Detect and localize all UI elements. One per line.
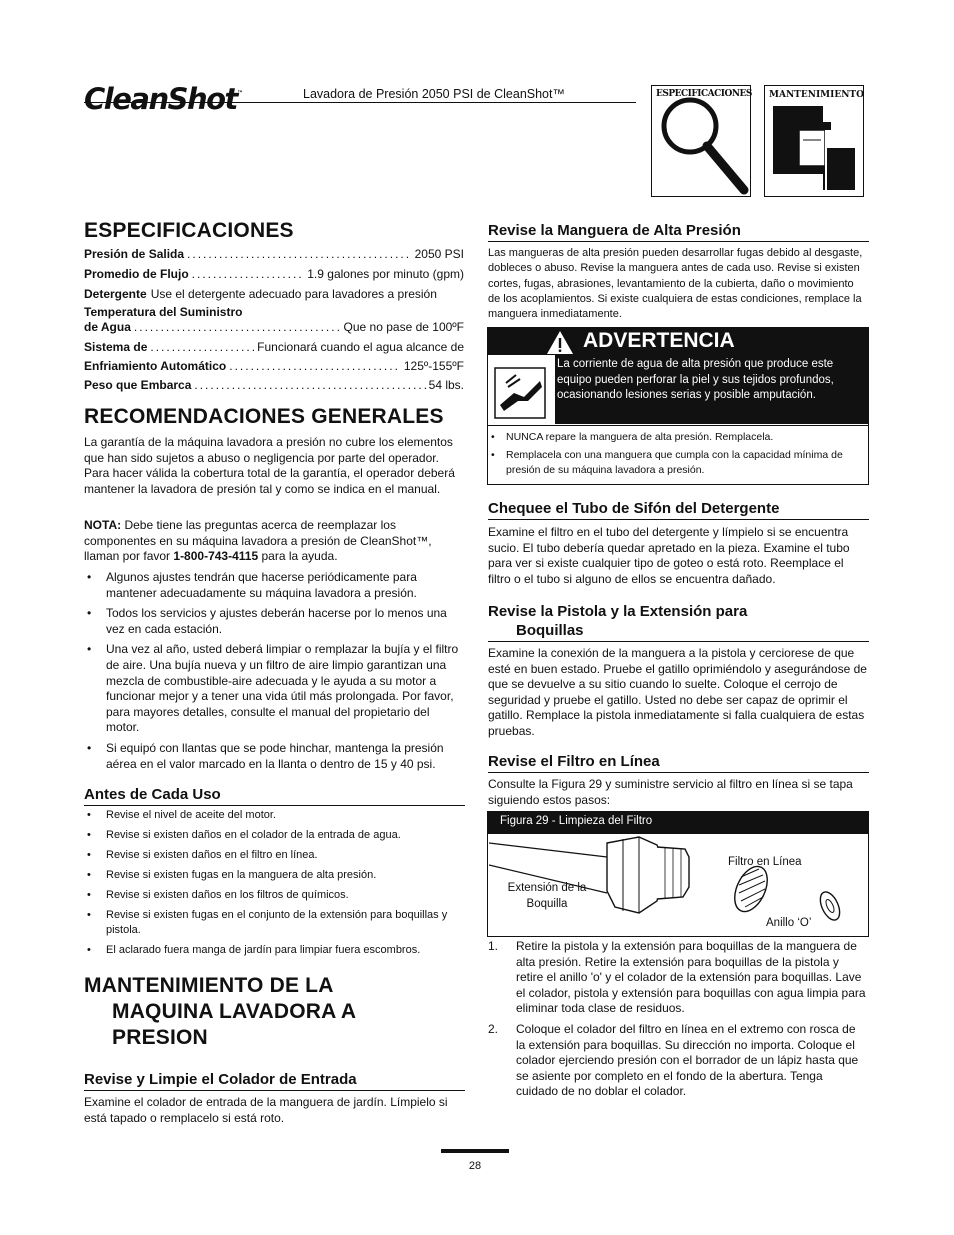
injection-hazard-icon: [494, 367, 546, 419]
label-extension: Extensión de la Boquilla: [507, 882, 587, 910]
heading-rule: [84, 1090, 465, 1091]
warning-list: [488, 430, 866, 478]
figure-title-bar: [488, 812, 868, 834]
list-item: • El aclarado fuera manga de jardín para limpiar fuera escombros.: [84, 943, 466, 958]
spec-row: Detergente Use el detergente adecuado para lavadores a presión: [84, 287, 437, 301]
magnifier-icon: [652, 86, 750, 196]
specifications-icon: [651, 85, 751, 197]
footer-bar: [441, 1149, 509, 1153]
spec-row: Presión de Salida ..... 2050 PSI: [84, 247, 464, 261]
spec-row: Enfriamiento Automático ..... 125º-155ºF: [84, 359, 464, 373]
spec-label: Temperatura del Suministro: [84, 305, 243, 319]
warning-banner: [488, 328, 868, 355]
inline-filter-screen: [728, 861, 774, 916]
filter-text: Consulte la Figura 29 y suministre servicio al filtro en línea si se tapa siguiendo estos pasos:: [488, 777, 853, 807]
list-item: • NUNCA repare la manguera de alta presión. Remplacela.: [488, 430, 866, 445]
list-item: • Remplacela con una manguera que cumpla con la capacidad mínima de presión de su máquina lavadora a presión.: [488, 448, 866, 478]
spec-row: de Agua ..... Que no pase de 100ºF: [84, 320, 464, 334]
specifications-heading: ESPECIFICACIONES: [84, 219, 294, 242]
calendar-wrench-icon: [765, 86, 863, 196]
list-item: • Revise si existen fugas en el conjunto de la extensión para boquillas y pistola.: [84, 908, 466, 938]
spec-row: Peso que Embarca ..... 54 lbs.: [84, 378, 464, 392]
list-item: • Algunos ajustes tendrán que hacerse periódicamente para mantener adecuadamente su máquina lavadora a presión.: [84, 570, 466, 601]
list-item: • Todos los servicios y ajustes deberán hacerse por lo menos una vez en cada estación.: [84, 606, 466, 637]
gun-text: Examine la conexión de la manguera a la pistola y cerciorese de que esté en buen estado. Pruebe el gatillo oprimiéndolo y asegurándose de que se devuelve a su sitio cuando lo suelte. Coloque el cerrojo de seguridad y pruebe el gatillo. Usted no debe ser capaz de oprimir el gatillo. Remplace la pistola inmediatamente si falla cualquiera de estas pruebas.: [488, 646, 867, 738]
list-item: • Una vez al año, usted deberá limpiar o remplazar la bujía y el filtro de aire. Una bujía nueva y un filtro de aire limpio garantizan una mezcla de combustible-aire adecuada y le ayuda a su motor a funcionar mejor y a tener una vida útil más prolongada. Por favor, para mayores detalles, consulte el manual del propietario del motor.: [84, 642, 466, 736]
specifications-icon-label: ESPECIFICACIONES: [656, 89, 752, 99]
filter-heading: Revise el Filtro en Línea: [488, 753, 660, 770]
inlet-screen-heading: Revise y Limpie el Colador de Entrada: [84, 1071, 357, 1088]
heading-rule: [84, 805, 465, 806]
before-use-heading: Antes de Cada Uso: [84, 786, 221, 803]
label-inline-filter: Filtro en Línea: [728, 856, 802, 868]
list-item: • Revise si existen fugas en la manguera de alta presión.: [84, 868, 466, 883]
inlet-screen-text: Examine el colador de entrada de la manguera de jardín. Límpielo si está tapado o remplacelo si está roto.: [84, 1095, 448, 1125]
figure-title: Figura 29 - Limpieza del Filtro: [500, 815, 653, 827]
warning-triangle-icon: [545, 329, 575, 356]
list-item: • Revise si existen daños en los filtros de químicos.: [84, 888, 466, 903]
list-item: 2. Coloque el colador del filtro en línea en el extremo con rosca de la extensión para boquillas. Su dirección no importa. Coloque el colador ejerciendo presión con el borrador de un lápiz hasta que se asiente por completo en el fondo de la abertura. Tenga cuidado de no doblar el colador.: [488, 1021, 859, 1099]
list-item: 1. Retire la pistola y la extensión para boquillas de la manguera de alta presión. Retire la extensión para boquillas de la pistola y retire el anillo 'o' y el colador de la extensión para boquillas. Lave el colador, pistola y extensión para boquillas con agua limpia para eliminar toda clase de residuos.: [488, 939, 866, 1016]
list-item: • Revise si existen daños en el colador de la entrada de agua.: [84, 828, 466, 843]
warning-text: La corriente de agua de alta presión que produce este equipo pueden perforar la piel y sus tejidos profundos, ocasionando lesiones serias y posible amputación.: [555, 355, 868, 424]
warning-divider: [488, 425, 868, 426]
heading-rule: [488, 519, 869, 520]
filter-steps: [488, 939, 868, 1100]
header-title: Lavadora de Presión 2050 PSI de CleanShot™: [303, 87, 565, 101]
spec-row: Promedio de Flujo ..... 1.9 galones por minuto (gpm): [84, 267, 464, 281]
header-divider: [84, 102, 636, 103]
siphon-text: Examine el filtro en el tubo del detergente y límpielo si se encuentra sucio. El tubo debería quedar apretado en la pieza. Examine el tubo para ver si existe cualquier tipo de goteo o está roto. Reemplace el filtro o el tubo si alguno de ellos se encuentra dañado.: [488, 525, 850, 586]
heading-rule: [488, 772, 869, 773]
label-o-ring: Anillo ‘O’: [766, 917, 812, 929]
recommendations-list: [84, 570, 466, 772]
siphon-heading: Chequee el Tubo de Sifón del Detergente: [488, 500, 780, 517]
brand-logo: CleanShot™: [84, 82, 243, 116]
before-use-list: [84, 808, 466, 958]
hose-heading: Revise la Manguera de Alta Presión: [488, 222, 741, 239]
spec-row: Sistema de ..... Funcionará cuando el agua alcance de: [84, 340, 464, 354]
hose-text: Las mangueras de alta presión pueden desarrollar fugas debido al desgaste, dobleces o abuso. Revise la manguera antes de cada uso. Revise si existen cortes, fugas, abrasiones, levantamiento de la cubierta, daño o movimiento de los acoplamientos. Si existe cualquiera de estas condiciones, remplace la manguera inmediatamente.: [488, 247, 863, 321]
warning-title: ADVERTENCIA: [583, 329, 735, 352]
gun-heading: Revise la Pistola y la Extensión para Boquillas: [488, 603, 748, 639]
maintenance-icon-label: MANTENIMIENTO: [769, 90, 864, 100]
page-number: 28: [468, 1160, 482, 1172]
recommendations-note: NOTA: Debe tiene las preguntas acerca de reemplazar los componentes en su máquina lavadora a presión de CleanShot™, llaman por favor 1-800-743-4115 para la ayuda.: [84, 518, 432, 564]
list-item: • Revise si existen daños en el filtro en línea.: [84, 848, 466, 863]
list-item: • Si equipó con llantas que se pode hinchar, mantenga la presión aérea en el valor marcado en la llanta o dentro de 15 y 40 psi.: [84, 741, 466, 772]
maintenance-icon: [764, 85, 864, 197]
recommendations-heading: RECOMENDACIONES GENERALES: [84, 405, 444, 428]
list-item: • Revise el nivel de aceite del motor.: [84, 808, 466, 823]
heading-rule: [488, 241, 869, 242]
heading-rule: [488, 641, 869, 642]
recommendations-intro: La garantía de la máquina lavadora a presión no cubre los elementos que han sido sujetos a abuso o negligencia por parte del operador. Para hacer válida la cobertura total de la garantía, el operador deberá mantener la lavadora de presión tal y como se indica en el manual.: [84, 435, 455, 496]
maintenance-heading: MANTENIMIENTO DE LA MAQUINA LAVADORA A PRESION: [84, 974, 357, 1049]
